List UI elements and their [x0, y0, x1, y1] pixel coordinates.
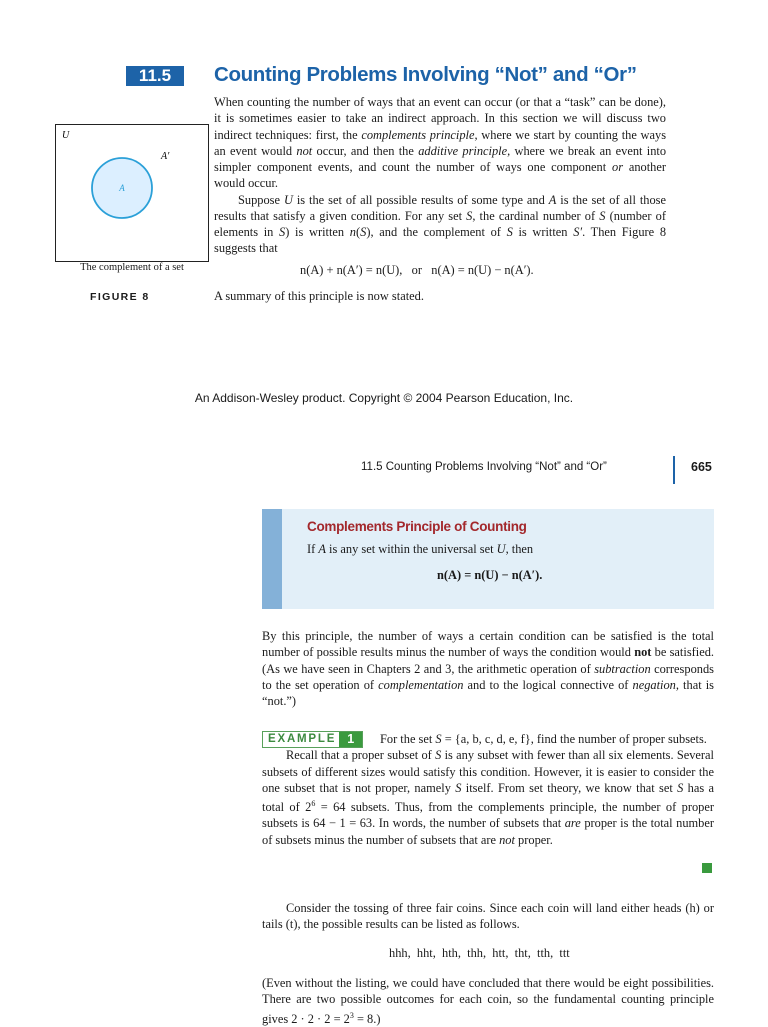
complement-label: A′	[161, 151, 170, 162]
running-head-divider	[673, 456, 675, 484]
universe-label: U	[62, 130, 70, 141]
set-a-label: A	[119, 183, 125, 193]
example-end-marker	[702, 863, 712, 873]
figure-caption: The complement of a set	[80, 262, 184, 273]
principle-statement: If A is any set within the universal set U, then	[307, 542, 534, 556]
principle-title: Complements Principle of Counting	[307, 519, 527, 534]
section-number: 11.5	[126, 66, 184, 86]
venn-diagram	[55, 124, 209, 262]
summary-sentence: A summary of this principle is now stated.	[214, 289, 424, 303]
example-badge-number: 1	[339, 732, 362, 747]
principle-accent-bar	[262, 509, 282, 609]
example-prompt: For the set S = {a, b, c, d, e, f}, find the number of proper subsets.	[380, 732, 707, 746]
coins-text-2: (Even without the listing, we could have concluded that there would be eight possibilities. There are two possible outcomes for each coin, so the fundamental counting principle gives $2 \cdot 2 \cdot 2 = 2^3 = 8$.)	[262, 976, 714, 1026]
coins-paragraph-2	[262, 975, 714, 1027]
intro-paragraph-1: When counting the number of ways that an event can occur (or that a “task” can be done), it is sometimes easier to take an indirect approach. In this section we will discuss two indirect techniques: first, the complements principle, where we start by counting the ways an event would not occur, and then the additive principle, where we break an event into simpler component events, and count the number of ways one component or another would occur.	[214, 95, 667, 191]
coin-outcomes-list: hhh, hht, hth, thh, htt, tht, tth, ttt	[389, 946, 570, 960]
coins-text: Consider the tossing of three fair coins. Since each coin will land either heads (h) or tails (t), the possible results can be listed as follows.	[262, 901, 714, 932]
example-body	[262, 731, 714, 848]
coins-paragraph	[262, 900, 714, 933]
running-head: 11.5 Counting Problems Involving “Not” and “Or”	[361, 461, 607, 473]
section-title: Counting Problems Involving “Not” and “Or”	[214, 63, 637, 86]
figure-label: FIGURE 8	[90, 291, 150, 303]
principle-formula: n(A) = n(U) − n(A′).	[437, 568, 543, 582]
example-badge-word: EXAMPLE	[268, 733, 337, 745]
copyright-notice: An Addison-Wesley product. Copyright © 2004 Pearson Education, Inc.	[194, 391, 574, 405]
complement-formula: n(A) + n(A′) = n(U), or n(A) = n(U) − n(A′).	[300, 263, 534, 277]
intro-paragraph-2: Suppose U is the set of all possible results of some type and A is the set of all those results that satisfy a given condition. For any set S, the cardinal number of S (number of elements in S) is written n(S), and the complement of S is written S′. Then Figure 8 suggests that	[214, 192, 667, 256]
page-number: 665	[691, 460, 712, 474]
intro-text	[214, 94, 666, 257]
example-solution: Recall that a proper subset of S is any subset with fewer than all six elements. Several subsets of different sizes would satisfy this condition. However, it is easier to consider the one subset that is not proper, namely S itself. From set theory, we know that set S has a total of $2^6 = 64$ subsets. Thus, from the complements principle, the number of proper subsets is 64 − 1 = 63. In words, the number of subsets that are proper is the total number of subsets minus the number of subsets that are not proper.	[262, 748, 714, 847]
explanation-text: By this principle, the number of ways a certain condition can be satisfied is the total number of possible results minus the number of ways the condition would not be satisfied. (As we have seen in Chapters 2 and 3, the arithmetic operation of subtraction corresponds to the set operation of complementation and to the logical connective of negation, that is “not.”)	[262, 629, 715, 708]
venn-svg	[56, 125, 208, 261]
explanation-paragraph	[262, 628, 714, 709]
